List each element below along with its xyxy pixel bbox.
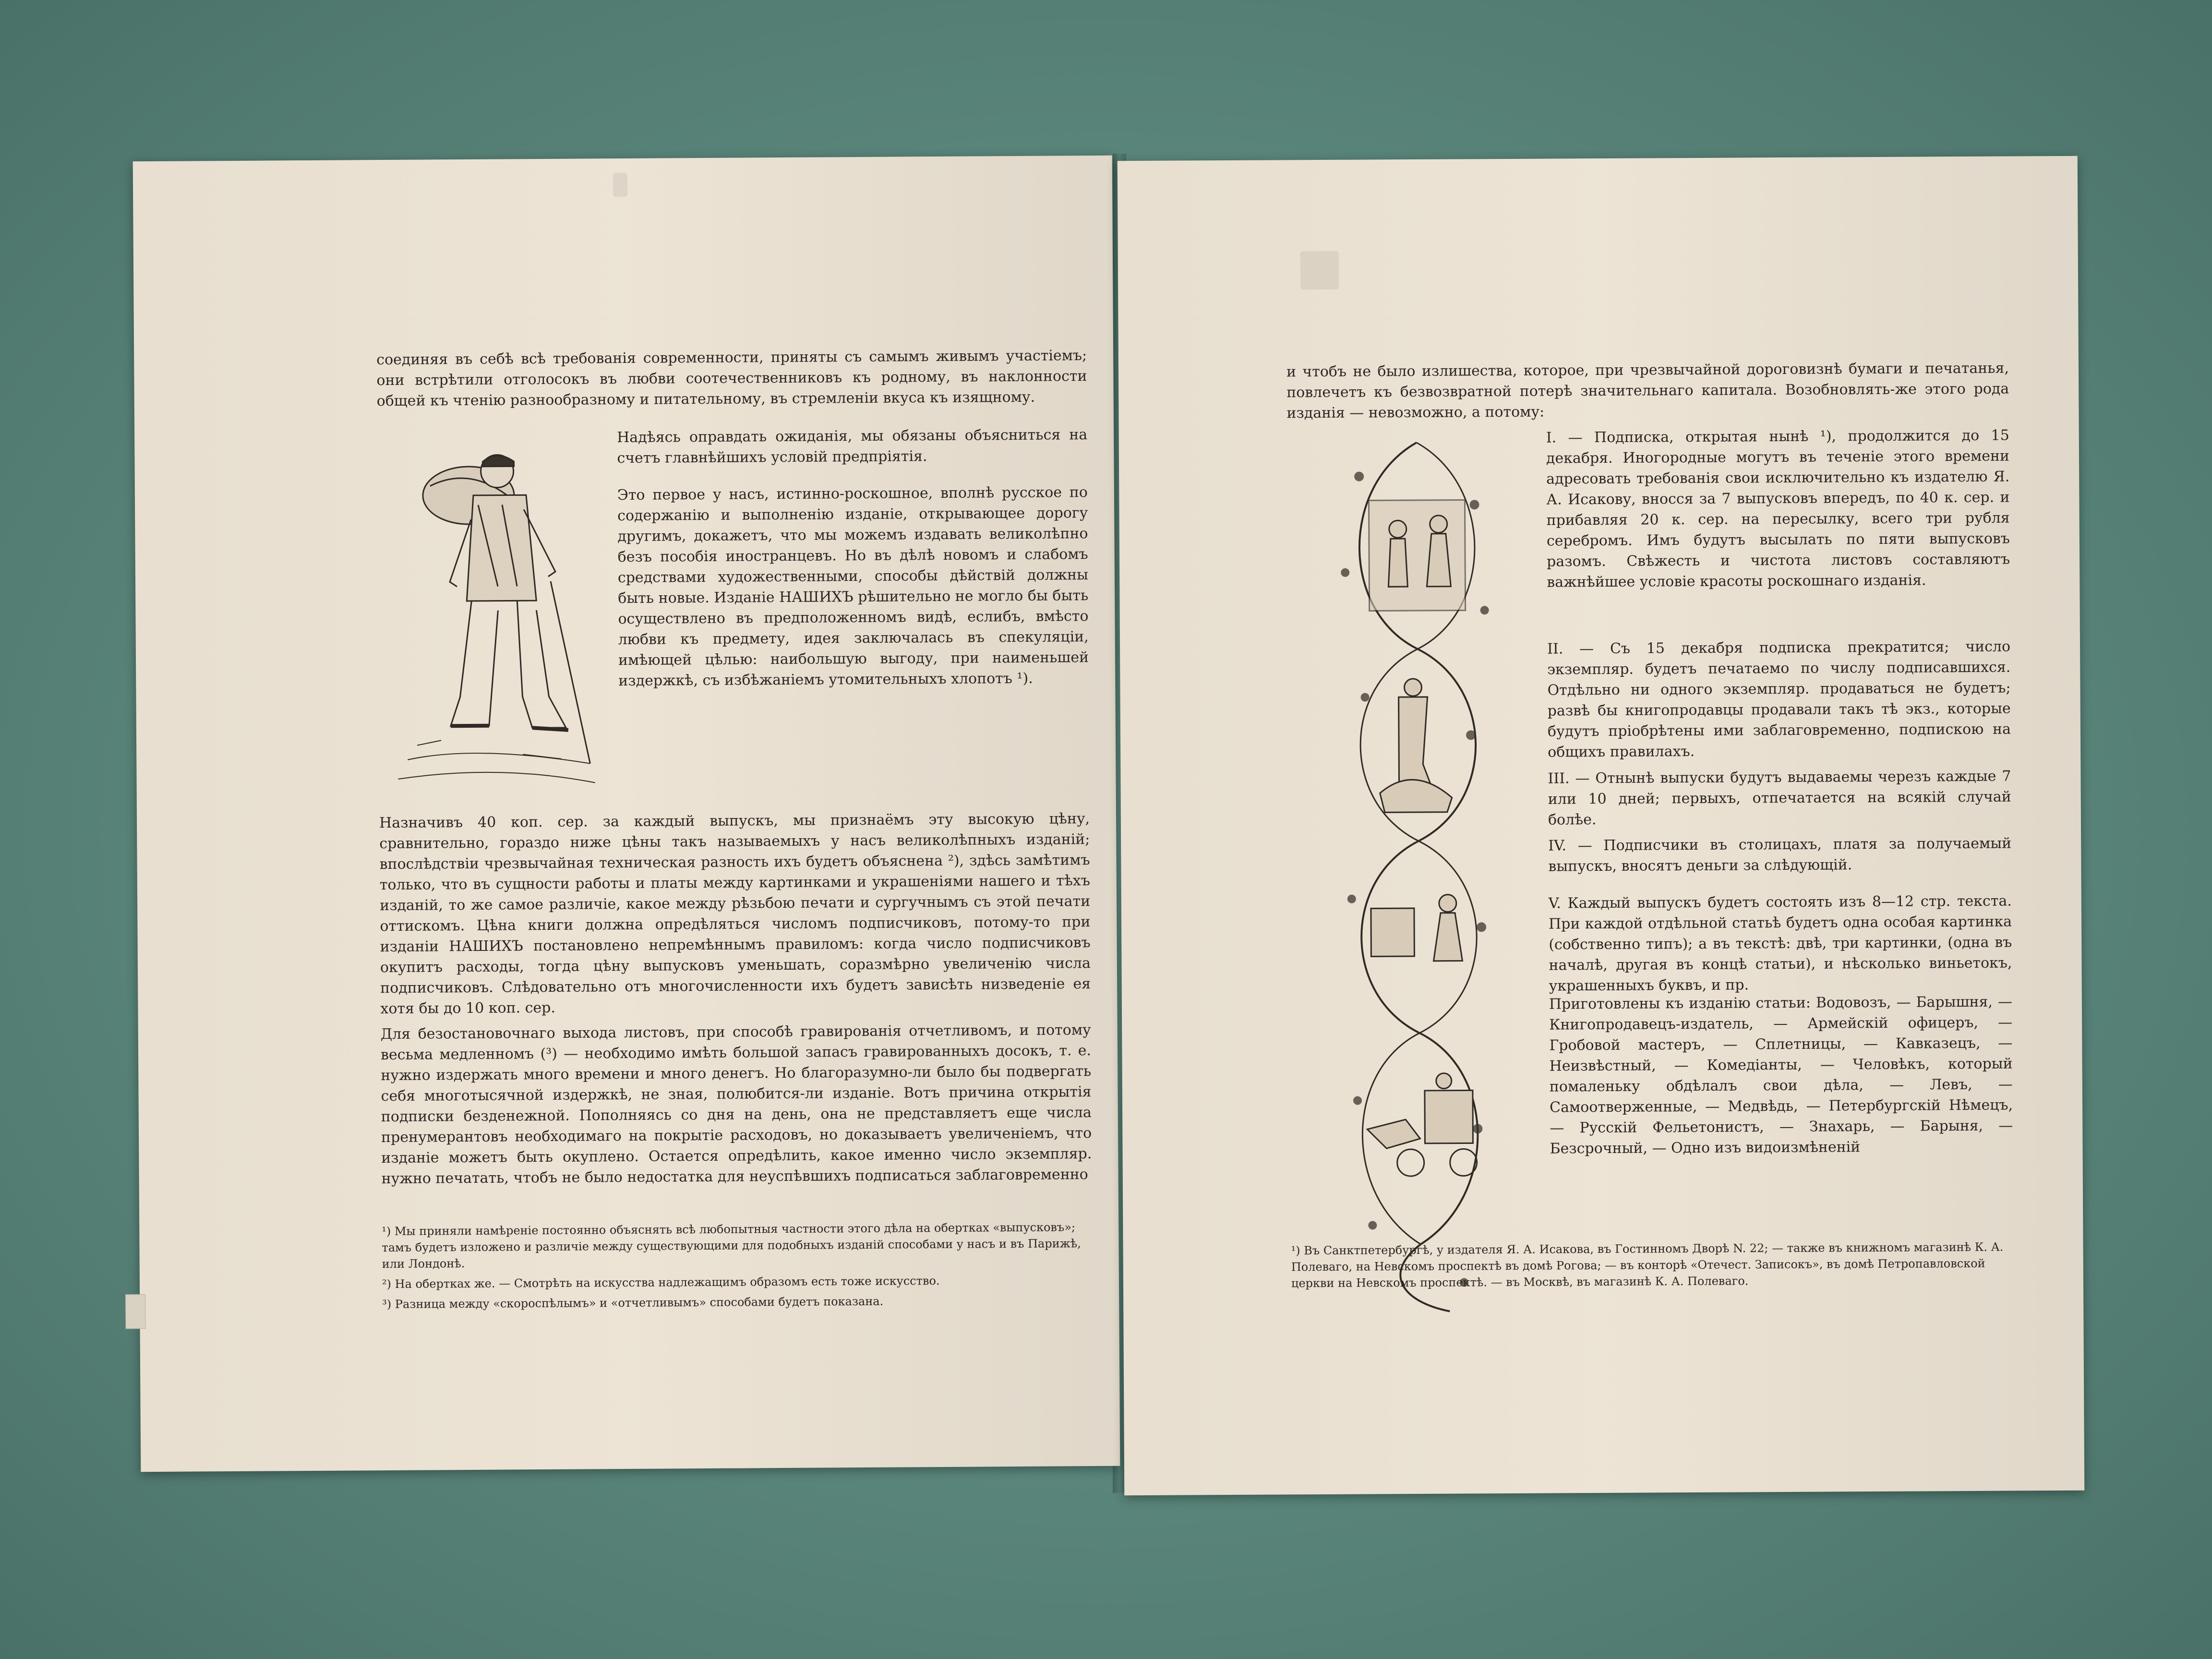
right-intro: и чтобъ не было излишества, которое, при чрезвычайной дороговизнѣ бумаги и печатанья, повлечетъ къ безвозвратной потерѣ значительнаго капитала. Возобновлять-же этого рода изданія — невозможно, а потому: [1286,360,2009,422]
paper-stain [613,173,627,197]
left-paragraph-2: Это первое у насъ, истинно-роскошное, вполнѣ русское по содержанію и выполненію изданіе, открывающее дорогу другимъ, докажетъ, что мы можемъ издавать великолѣпно безъ пособія иностранцевъ. Но въ дѣлѣ новомъ и слабомъ средствами художественными, способы дѣйствій должны быть новые. Изданіе НАШИХЪ рѣшительно не могло бы быть осуществлено въ предположенномъ видѣ, еслибъ, вмѣсто любви къ предмету, идея заключалась въ спекуляціи, имѣющей цѣлью: наибольшую выгоду, при наименьшей издержкѣ, съ избѣжаніемъ утомительныхъ хлопотъ ¹). [617,484,1089,690]
footnote-2: ²) На обертках же. — Смотрѣть на искусства надлежащимъ образомъ есть тоже искусство. [382,1274,940,1291]
paper-tab [125,1294,145,1329]
right-page [1118,156,2085,1495]
left-paragraph-4: Для безостановочнаго выхода листовъ, при способѣ гравированія отчетливомъ, и потому весьма медленномъ (³) — необходимо имѣть большой запасъ гравированныхъ досокъ, т. е. нужно издержать много времени и много денегъ. Но благоразумно-ли было бы подвергать себя многотысячной издержкѣ, не зная, полюбится-ли изданіе. Вотъ причина открытія подписки безденежной. Пополняясь со дня на день, она не представляетъ еще числа пренумерантовъ необходимаго на покрытіе расходовъ, но доказываетъ увеличеніемъ, что изданіе можетъ быть окуплено. Остается опредѣлить, какое именно число экземпляр. нужно печатать, чтобъ не было недостатка для неуспѣвшихъ подписаться заблаговременно [380,1022,1092,1188]
footnote-3: ³) Разница между «скороспѣлымъ» и «отчетливымъ» способами будетъ показана. [382,1294,884,1311]
right-paragraph-4: IV. — Подписчики въ столицахъ, платя за получаемый выпускъ, вносятъ деньги за слѣдующій. [1548,835,2012,875]
left-intro: соединяя въ себѣ всѣ требованія современности, приняты съ самымъ живымъ участіемъ; они встрѣтили отголосокъ въ любви соотечественниковъ къ родному, въ наклонности общей къ чтенію разнообразному и питательному, въ стремленіи вкуса къ изящному. [376,347,1087,410]
paper-stain [1300,251,1339,289]
footnote-1: ¹) Мы приняли намѣреніе постоянно объяснять всѣ любопытныя частности этого дѣла на обертках «выпусковъ»; тамъ будетъ изложено и различіе между существующими для подобныхъ изданій способами у насъ и въ Парижѣ, или Лондонѣ. [382,1220,1081,1271]
carrier-illustration [377,427,600,803]
right-paragraph-3: III. — Отнынѣ выпуски будутъ выдаваемы черезъ каждые 7 или 10 дней; первыхъ, отпечатается на всякій случай болѣе. [1548,768,2011,829]
right-paragraph-1: I. — Подписка, открытая нынѣ ¹), продолжится до 15 декабря. Иногородные могутъ въ теченіе этого времени адресовать требованія свои исключительно къ издателю Я. А. Исакову, вносся за 7 выпусковъ впередъ, по 40 к. сер. и прибавляя 20 к. сер. на пересылку, всего три рубля серебромъ. Имъ будутъ высылать по пяти выпусковъ разомъ. Свѣжесть и чистота листовъ составляютъ важнѣйшее условіе красоты роскошнаго изданія. [1546,427,2010,591]
left-page [133,156,1120,1472]
left-footnotes [382,1219,1093,1316]
right-paragraph-2: II. — Съ 15 декабря подписка прекратится; число экземпляр. будетъ печатаемо по числу подписавшихся. Отдѣльно ни одного экземпляр. продаваться не будетъ; развѣ бы книгопродавцы продавали такъ тѣ экз., которые будутъ пріобрѣтены ими заблаговременно, подпискою на общихъ правилахъ. [1547,638,2011,761]
right-footnote: ¹) Въ Санктпетербургѣ, у издателя Я. А. Исакова, въ Гостинномъ Дворѣ N. 22; — также въ книжномъ магазинѣ К. А. Полеваго, на Невскомъ проспектѣ въ домѣ Рогова; — въ конторѣ «Отечест. Записокъ», въ домѣ Петропавловской церкви на Невскомъ проспектѣ. — въ Москвѣ, въ магазинѣ К. А. Полеваго. [1291,1240,2004,1290]
left-paragraph-1: Надѣясь оправдать ожиданія, мы обязаны объясниться на счетъ главнѣйшихъ условій предпріятія. [617,426,1088,467]
left-paragraph-3: Назначивъ 40 коп. сер. за каждый выпускъ, мы признаёмъ эту высокую цѣну, сравнительно, гораздо ниже цѣны такъ называемыхъ у насъ великолѣпныхъ изданій; впослѣдствіи чрезвычайная техническая разность ихъ будетъ объяснена ²), здѣсь замѣтимъ только, что въ сущности работы и платы между картинками и украшеніями нашего и тѣхъ изданій, то же самое различіе, какое между рѣзьбою печати и сургучнымъ съ этой печати оттискомъ. Цѣна книги должна опредѣляться числомъ подписчиковъ, потому-то при изданіи НАШИХЪ постановлено непремѣннымъ правиломъ: когда число подписчиковъ окупитъ расходы, тогда цѣну выпусковъ уменьшать, соразмѣрно увеличенію числа подписчиковъ. Слѣдовательно отъ многочисленности ихъ будетъ зависѣть низведеніе ея хотя бы до 10 коп. сер. [379,810,1091,1018]
right-paragraph-5: V. Каждый выпускъ будетъ состоять изъ 8—12 стр. текста. При каждой отдѣльной статьѣ будетъ одна особая картинка (собственно типъ); а въ текстѣ: двѣ, три картинки, (одна въ началѣ, другая въ концѣ статьи), и нѣсколько виньетокъ, украшенныхъ буквъ, и пр. [1548,892,2012,995]
right-paragraph-6: Приготовлены къ изданію статьи: Водовозъ, — Барышня, — Книгопродавецъ-издатель, — Армейскій офицеръ, — Гробовой мастеръ, — Сплетницы, — Кавказецъ, — Неизвѣстный, — Комедіанты, — Человѣкъ, который помаленьку обдѣлалъ свои дѣла, — Левъ, — Самоотверженные, — Медвѣдь, — Петербургскій Нѣмецъ, — Русскій Фельетонистъ, — Знахарь, — Барыня, — Безсрочный, — Одно изъ видоизмѣненій [1549,993,2013,1157]
vine-vignette-illustration [1301,428,1537,1322]
